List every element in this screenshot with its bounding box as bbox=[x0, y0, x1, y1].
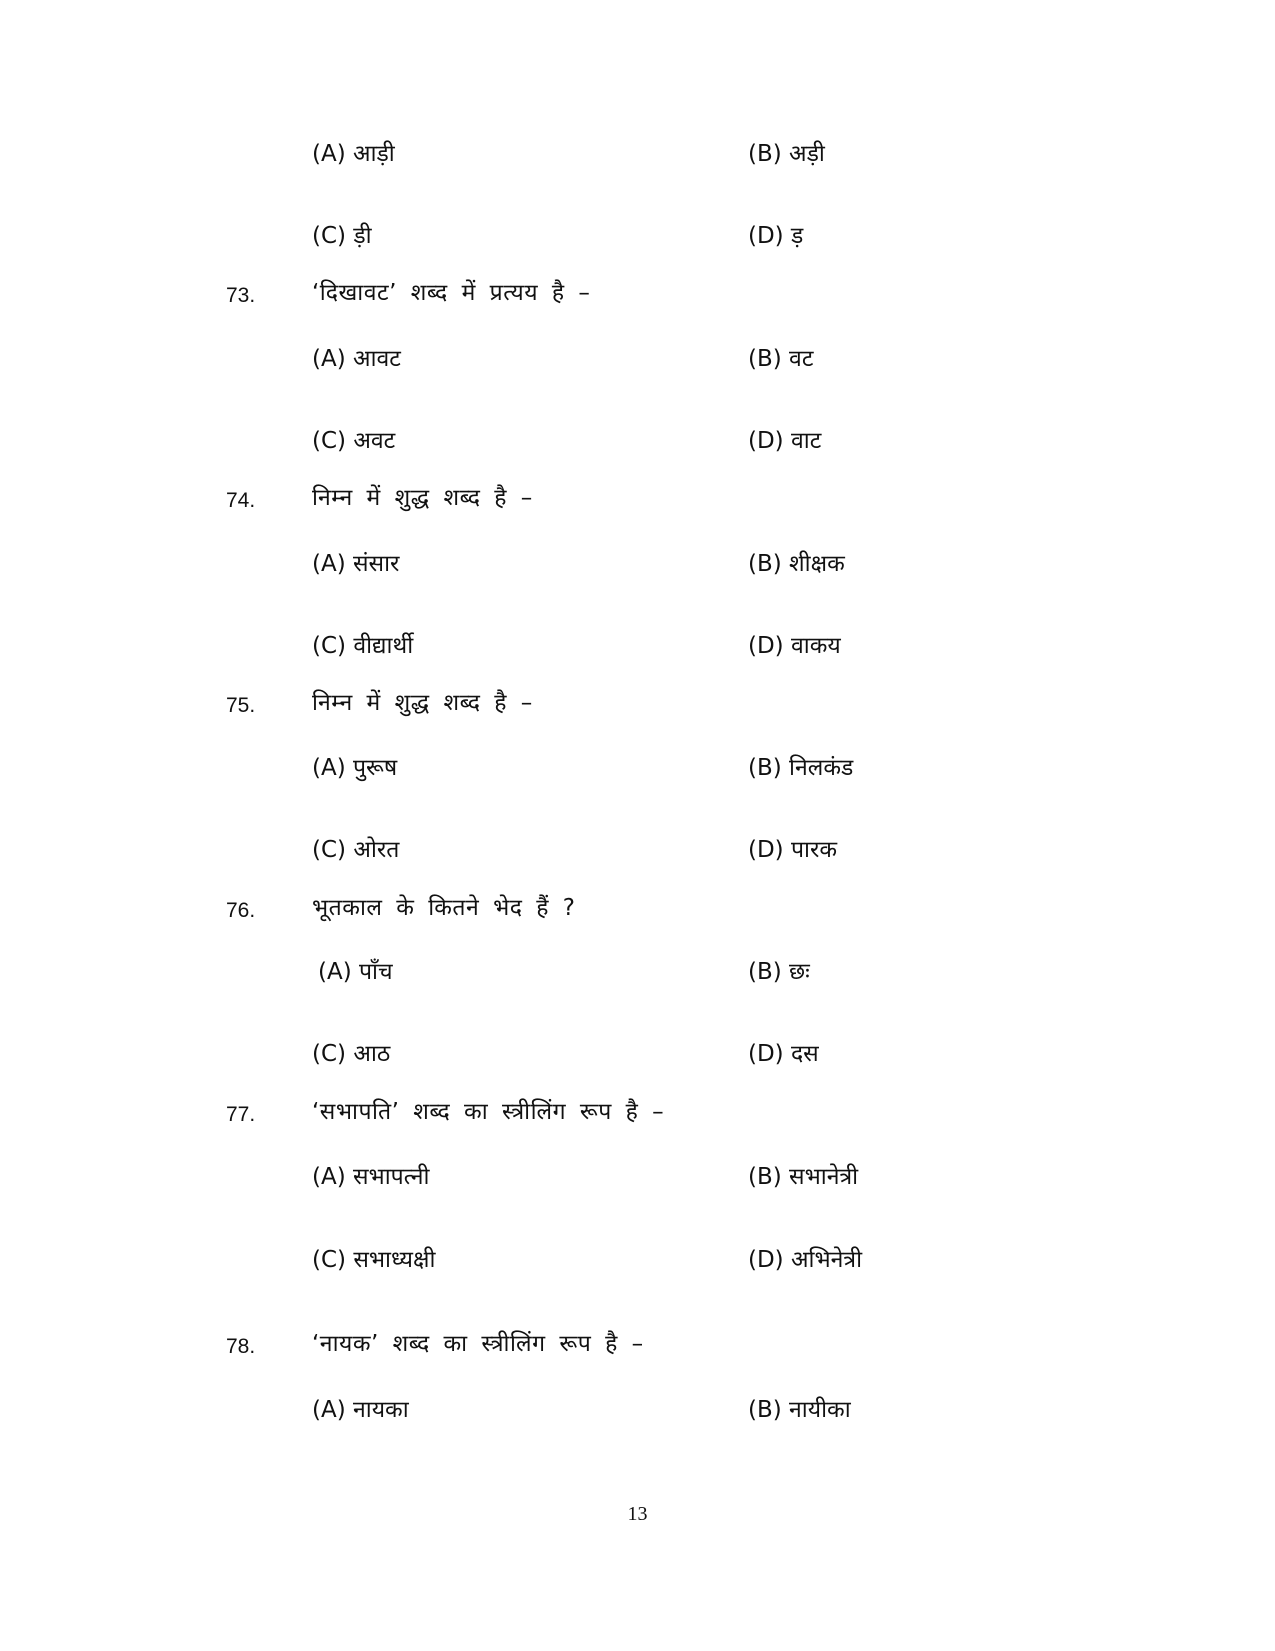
option-d: (D) ड़ bbox=[748, 223, 804, 249]
question-text: निम्न में शुद्ध शब्द है – bbox=[312, 485, 533, 511]
option-b: (B) छः bbox=[748, 959, 810, 985]
question-number: 77. bbox=[226, 1103, 256, 1126]
option-c: (C) ड़ी bbox=[312, 223, 372, 249]
question-text: ‘दिखावट’ शब्द में प्रत्यय है – bbox=[312, 280, 591, 306]
option-d: (D) वाट bbox=[748, 428, 822, 454]
option-a: (A) पुरूष bbox=[312, 755, 398, 781]
option-d: (D) अभिनेत्री bbox=[748, 1247, 863, 1273]
option-a: (A) पाँच bbox=[318, 959, 393, 985]
option-c: (C) वीद्यार्थी bbox=[312, 633, 414, 659]
option-b: (B) वट bbox=[748, 346, 814, 372]
question-number: 78. bbox=[226, 1335, 256, 1358]
option-a: (A) आड़ी bbox=[312, 141, 395, 167]
option-a: (A) संसार bbox=[312, 551, 400, 577]
option-a: (A) आवट bbox=[312, 346, 401, 372]
question-number: 74. bbox=[226, 489, 256, 512]
option-b: (B) निलकंड bbox=[748, 755, 854, 781]
option-c: (C) ओरत bbox=[312, 837, 400, 863]
option-a: (A) नायका bbox=[312, 1397, 409, 1423]
option-a: (A) सभापत्नी bbox=[312, 1164, 430, 1190]
question-number: 73. bbox=[226, 284, 256, 307]
option-b: (B) अड़ी bbox=[748, 141, 825, 167]
option-c: (C) अवट bbox=[312, 428, 396, 454]
option-b: (B) शीक्षक bbox=[748, 551, 845, 577]
page-number: 13 bbox=[627, 1503, 648, 1525]
question-number: 75. bbox=[226, 694, 256, 717]
option-b: (B) सभानेत्री bbox=[748, 1164, 859, 1190]
question-text: ‘नायक’ शब्द का स्त्रीलिंग रूप है – bbox=[312, 1331, 644, 1357]
option-d: (D) वाकय bbox=[748, 633, 841, 659]
option-d: (D) पारक bbox=[748, 837, 838, 863]
question-text: निम्न में शुद्ध शब्द है – bbox=[312, 690, 533, 716]
option-d: (D) दस bbox=[748, 1041, 819, 1067]
option-c: (C) आठ bbox=[312, 1041, 391, 1067]
option-b: (B) नायीका bbox=[748, 1397, 851, 1423]
question-number: 76. bbox=[226, 899, 256, 922]
question-text: ‘सभापति’ शब्द का स्त्रीलिंग रूप है – bbox=[312, 1099, 665, 1125]
option-c: (C) सभाध्यक्षी bbox=[312, 1247, 436, 1273]
question-text: भूतकाल के कितने भेद हैं ? bbox=[312, 895, 576, 921]
